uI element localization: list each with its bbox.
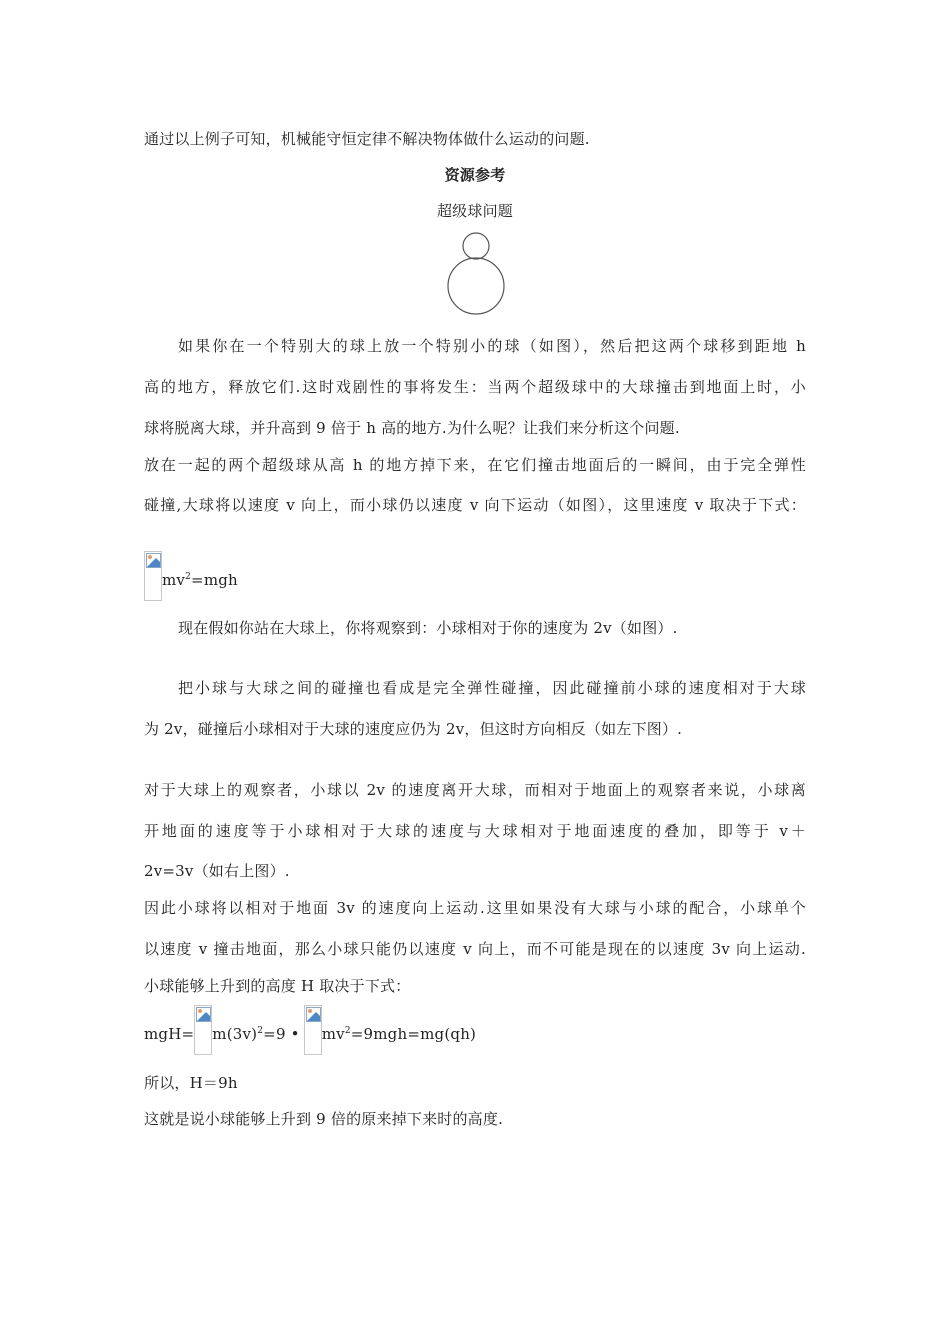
paragraph-line: 把小球与大球之间的碰撞也看成是完全弹性碰撞，因此碰撞前小球的速度相对于大球 [178,679,806,697]
figure-title: 超级球问题 [436,202,513,220]
paragraph-line: 因此小球将以相对于地面 3v 的速度向上运动.这里如果没有大球与小球的配合，小球单个 [144,899,806,917]
stacked-balls-figure [441,228,511,318]
intro-paragraph: 通过以上例子可知，机械能守恒定律不解决物体做什么运动的问题. [144,130,590,148]
paragraph-line: 所以，H＝9h [144,1074,238,1092]
paragraph-line: 高的地方，释放它们.这时戏剧性的事将发生：当两个超级球中的大球撞击到地面上时，小 [144,378,806,396]
broken-image-icon [304,1005,322,1055]
paragraph-line: 现在假如你站在大球上，你将观察到：小球相对于你的速度为 2v（如图）. [178,619,678,637]
paragraph-line: 2v=3v（如右上图）. [144,862,290,880]
formula-height: mgH= $m(3v)^2=9$ • $mv^2=9mgh=mg(qh)$ [144,1005,476,1055]
paragraph-line: 如果你在一个特别大的球上放一个特别小的球（如图），然后把这两个球移到距地 h [178,337,806,355]
broken-image-icon [144,551,162,601]
paragraph-line: 小球能够上升到的高度 H 取决于下式： [144,977,411,995]
paragraph-line: 球将脱离大球，并升高到 9 倍于 h 高的地方.为什么呢？让我们来分析这个问题. [144,419,680,437]
paragraph-line: 放在一起的两个超级球从高 h 的地方掉下来，在它们撞击地面后的一瞬间，由于完全弹性 [144,456,806,474]
paragraph-line: 以速度 v 撞击地面，那么小球只能仍以速度 v 向上，而不可能是现在的以速度 3v 向上运动. [144,940,806,958]
paragraph-line: 碰撞,大球将以速度 v 向上，而小球仍以速度 v 向下运动（如图），这里速度 v 取决于下式： [144,496,806,514]
large-ball [448,258,504,314]
paragraph-line: 这就是说小球能够上升到 9 倍的原来掉下来时的高度. [144,1110,504,1128]
section-title: 资源参考 [444,166,506,184]
paragraph-line: 对于大球上的观察者，小球以 2v 的速度离开大球，而相对于地面上的观察者来说，小球离 [144,781,806,799]
small-ball [463,233,489,259]
broken-image-icon [194,1005,212,1055]
paragraph-line: 为 2v，碰撞后小球相对于大球的速度应仍为 2v，但这时方向相反（如左下图）. [144,720,683,738]
formula-kinetic-energy [144,551,238,601]
formula-text: $mv^2=mgh$ [162,571,238,589]
paragraph-line: 开地面的速度等于小球相对于大球的速度与大球相对于地面速度的叠加，即等于 v＋ [144,822,806,840]
